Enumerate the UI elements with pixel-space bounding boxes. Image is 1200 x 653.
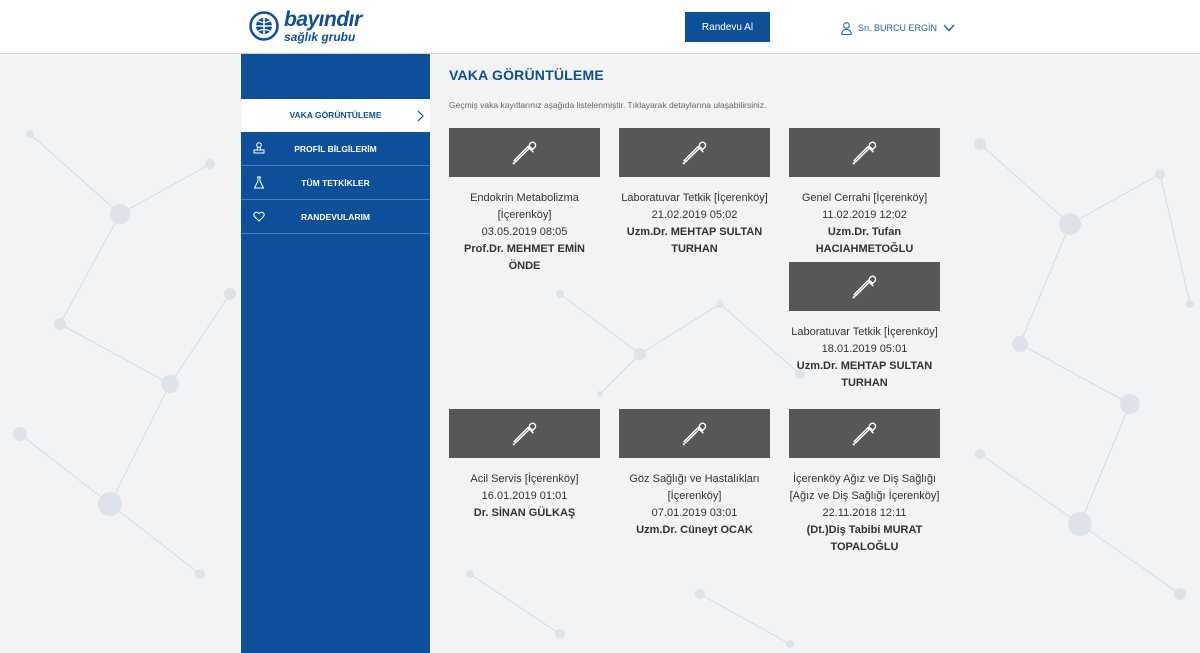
brand-logo[interactable] <box>249 9 362 43</box>
case-thumbnail <box>789 128 940 177</box>
case-card[interactable] <box>619 128 770 258</box>
pipette-icon <box>680 421 710 447</box>
case-doctor: Uzm.Dr. MEHTAP SULTAN TURHAN <box>626 226 763 255</box>
main-content <box>430 54 960 653</box>
case-thumbnail <box>789 409 940 458</box>
case-doctor: Uzm.Dr. Cüneyt OCAK <box>636 524 753 536</box>
user-menu[interactable] <box>841 20 955 36</box>
case-department: Acil Servis [İçerenköy] <box>470 473 579 485</box>
case-card[interactable] <box>789 128 940 258</box>
case-date: 07.01.2019 03:01 <box>651 507 738 519</box>
case-date: 11.02.2019 12:02 <box>822 209 907 221</box>
sidebar-item-label: RANDEVULARIM <box>301 211 370 222</box>
page-title: VAKA GÖRÜNTÜLEME <box>449 67 604 83</box>
case-doctor: (Dt.)Diş Tabibi MURAT TOPALOĞLU <box>806 524 923 553</box>
case-department: Endokrin Metabolizma [İçerenköy] <box>470 192 579 221</box>
case-department: Laboratuvar Tetkik [İçerenköy] <box>791 326 938 338</box>
sidebar-item-appointments[interactable] <box>241 200 430 234</box>
case-info <box>449 190 600 275</box>
case-date: 22.11.2018 12:11 <box>822 507 907 519</box>
sidebar-item-label: VAKA GÖRÜNTÜLEME <box>289 110 382 120</box>
case-doctor: Dr. SİNAN GÜLKAŞ <box>473 507 576 519</box>
case-thumbnail <box>449 128 600 177</box>
pipette-icon <box>850 274 880 300</box>
case-card[interactable] <box>789 262 940 392</box>
globe-logo-icon <box>249 11 279 41</box>
pipette-icon <box>510 140 540 166</box>
case-date: 16.01.2019 01:01 <box>481 490 568 502</box>
sidebar <box>241 54 430 653</box>
case-card[interactable] <box>789 409 940 556</box>
chevron-right-icon <box>417 110 424 122</box>
case-thumbnail <box>789 262 940 311</box>
user-icon <box>841 22 852 35</box>
pipette-icon <box>680 140 710 166</box>
case-info <box>449 471 600 522</box>
pipette-icon <box>850 421 880 447</box>
case-card[interactable] <box>619 409 770 539</box>
case-info <box>789 324 940 392</box>
appointment-button[interactable]: Randevu Al <box>685 12 770 42</box>
logo-line2: sağlık grubu <box>284 30 356 44</box>
flask-icon <box>253 176 265 189</box>
case-info <box>619 471 770 539</box>
chevron-down-icon[interactable] <box>943 24 955 32</box>
user-stamp-icon <box>253 142 265 155</box>
case-department: Göz Sağlığı ve Hastalıkları [İçerenköy] <box>629 473 760 502</box>
sidebar-item-all-tests[interactable] <box>241 166 430 200</box>
case-doctor: Uzm.Dr. MEHTAP SULTAN TURHAN <box>796 360 933 389</box>
top-header <box>0 0 1200 54</box>
case-department: Genel Cerrahi [İçerenköy] <box>801 192 928 204</box>
sidebar-nav <box>241 99 430 234</box>
case-department: İçerenköy Ağız ve Diş Sağlığı [Ağız ve Diş Sağlığı İçerenköy] <box>789 473 940 502</box>
pipette-icon <box>850 140 880 166</box>
sidebar-item-label: PROFİL BİLGİLERİM <box>294 143 377 154</box>
case-date: 18.01.2019 05:01 <box>821 343 908 355</box>
page-description: Geçmiş vaka kayıtlarınız aşağıda listelenmiştir. Tıklayarak detaylarına ulaşabilirsiniz. <box>449 100 767 110</box>
case-thumbnail <box>619 409 770 458</box>
logo-line1: bayındır <box>284 8 362 31</box>
case-date: 21.02.2019 05:02 <box>651 209 738 221</box>
pipette-icon <box>510 421 540 447</box>
heart-icon <box>253 210 265 223</box>
case-doctor: Prof.Dr. MEHMET EMİN ÖNDE <box>463 243 585 272</box>
case-thumbnail <box>449 409 600 458</box>
case-date: 03.05.2019 08:05 <box>481 226 568 238</box>
sidebar-item-case-viewing[interactable] <box>241 99 430 132</box>
case-info <box>619 190 770 258</box>
case-thumbnail <box>619 128 770 177</box>
user-name: Sn. BURCU ERGİN <box>858 23 938 33</box>
case-info <box>789 190 940 258</box>
sidebar-item-label: TÜM TETKİKLER <box>301 177 370 188</box>
case-doctor: Uzm.Dr. Tufan HACIAHMETOĞLU <box>815 226 914 255</box>
case-info <box>789 471 940 556</box>
case-card[interactable] <box>449 128 600 275</box>
case-card[interactable] <box>449 409 600 522</box>
logo-text <box>284 9 362 43</box>
case-department: Laboratuvar Tetkik [İçerenköy] <box>621 192 768 204</box>
sidebar-item-profile[interactable] <box>241 132 430 166</box>
